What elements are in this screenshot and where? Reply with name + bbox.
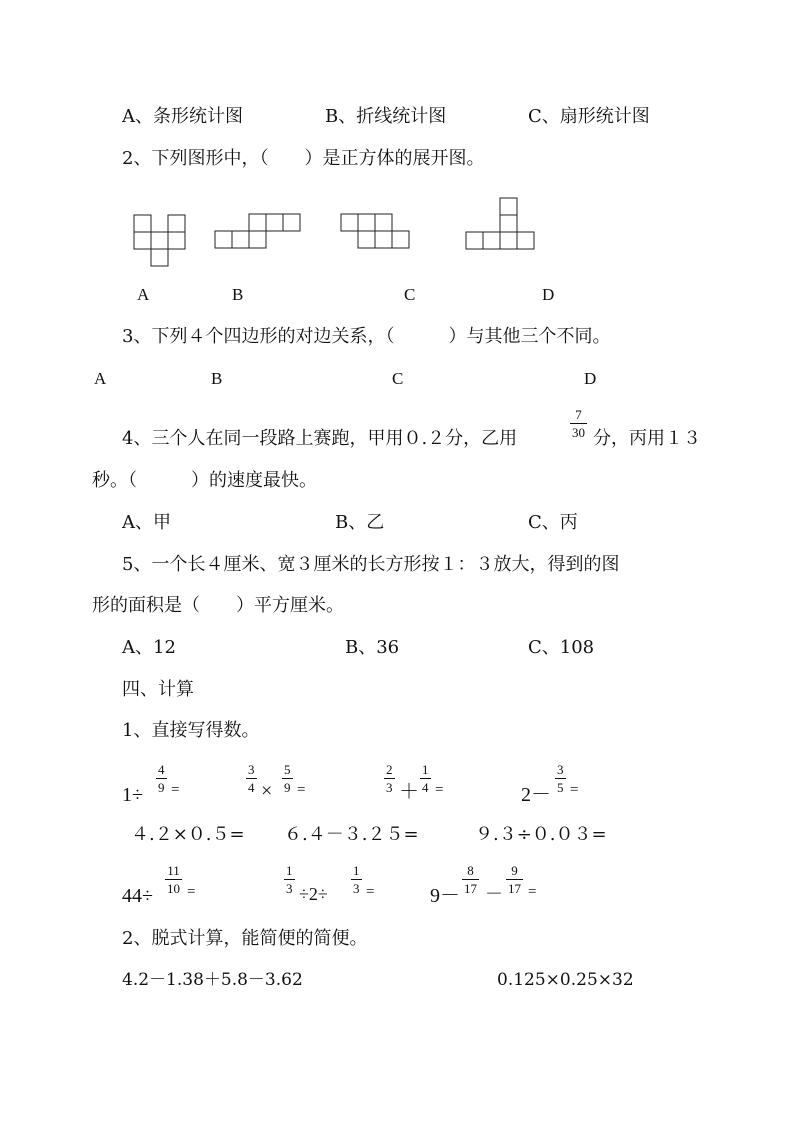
q1-option-c: C、扇形统计图: [528, 106, 650, 127]
q4-frac-num: 7: [575, 407, 582, 422]
e1-fraction: 4 9: [158, 762, 165, 795]
q5-line1: 5、一个长４厘米、宽３厘米的长方形按１：３放大，得到的图: [122, 554, 620, 575]
e2-fraction-2: 5 9: [284, 762, 291, 795]
e7-fraction: 11 10: [167, 863, 180, 896]
e2-equals: =: [297, 782, 306, 798]
e3-operator: ＋: [399, 781, 419, 803]
q4-option-a: A、甲: [122, 512, 171, 533]
q4-fraction: [571, 408, 586, 439]
q2-label-b: B: [232, 285, 244, 304]
q1-option-b: B、折线统计图: [325, 106, 447, 127]
q3-label-b: B: [211, 369, 223, 388]
q3-label-c: C: [392, 369, 404, 388]
q5-option-b: B、36: [345, 637, 400, 658]
e3-fraction-1: 2 3: [386, 762, 393, 795]
e9-fraction-2: 9 17: [508, 863, 521, 896]
q5-option-c: C、108: [528, 637, 595, 658]
e2-fraction-1: 3 4: [248, 762, 255, 795]
q2-label-a: A: [137, 285, 150, 304]
e6: ６.４－３.２５=: [284, 824, 419, 845]
section4-title: 四、计算: [122, 679, 194, 700]
e4-fraction: 3 5: [557, 762, 564, 795]
q4-frac-den: 30: [572, 425, 585, 440]
q2-label-d: D: [542, 285, 555, 304]
calc1-title: 1、直接写得数。: [122, 720, 260, 741]
calc2-expr-1: 4.2－1.38＋5.8－3.62: [122, 970, 303, 990]
q5-line2: 形的面积是（ ）平方厘米。: [92, 595, 344, 616]
calc2-expr-2: 0.125×0.25×32: [497, 970, 634, 990]
q4-option-c: C、丙: [528, 512, 578, 533]
cube-net-b: [215, 214, 300, 248]
e1-prefix: 1÷: [122, 784, 143, 806]
q1-option-a: A、条形统计图: [122, 106, 243, 127]
q3-label-d: D: [584, 369, 597, 388]
cube-nets-figure: [0, 195, 794, 275]
q2-stem: 2、下列图形中，（ ）是正方体的展开图。: [122, 148, 485, 169]
cube-net-c: [341, 214, 409, 248]
e4-prefix: 2－: [521, 784, 551, 806]
e2-operator: ×: [261, 780, 273, 802]
e7-equals: =: [187, 884, 196, 900]
e8-fraction-1: 1 3: [286, 863, 293, 896]
cube-net-d: [466, 198, 534, 249]
e8-operator: ÷2÷: [299, 884, 328, 904]
e9-fraction-1: 8 17: [464, 863, 477, 896]
q3-label-a: A: [94, 369, 107, 388]
e9-equals: =: [528, 884, 537, 900]
e3-equals: =: [435, 782, 444, 798]
e9-operator: －: [485, 884, 503, 904]
e5: ４.２×０.５=: [131, 824, 245, 845]
e7-prefix: 44÷: [122, 885, 153, 907]
e8-equals: =: [366, 884, 375, 900]
calc2-title: 2、脱式计算，能简便的简便。: [122, 928, 368, 949]
e8-fraction-2: 1 3: [353, 863, 360, 896]
cube-net-a: [134, 215, 185, 266]
e9-prefix: 9－: [430, 885, 460, 907]
q2-label-c: C: [404, 285, 416, 304]
e1-equals: =: [171, 782, 180, 798]
q3-stem: 3、下列４个四边形的对边关系，（ ）与其他三个不同。: [122, 326, 611, 347]
q4-line1-part1: 4、三个人在同一段路上赛跑，甲用０.２分，乙用: [122, 428, 518, 449]
e4-equals: =: [570, 782, 579, 798]
q4-line1-part2: 分，丙用１３: [593, 428, 701, 449]
q4-option-b: B、乙: [335, 512, 385, 533]
q4-line2: 秒。（ ）的速度最快。: [92, 470, 317, 491]
q5-option-a: A、12: [122, 637, 176, 658]
e7-decimal: ９.３÷０.０３=: [475, 824, 607, 845]
e3-fraction-2: 1 4: [422, 762, 429, 795]
